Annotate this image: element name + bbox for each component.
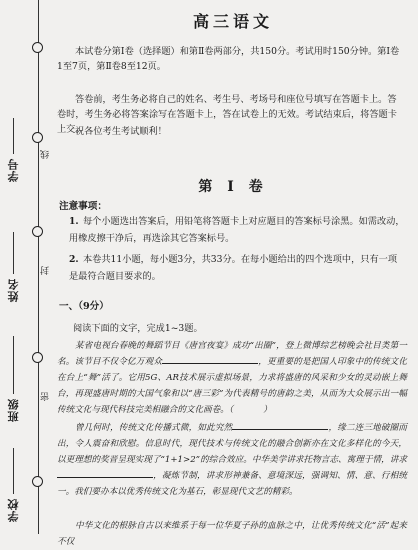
passage-text: 曾几何时，传统文化传播式微，如此究然 <box>75 423 233 433</box>
name-label: 姓名 <box>7 278 20 302</box>
class-line <box>14 336 15 394</box>
passage-text: ） <box>263 405 272 415</box>
passage-text: ，凝炼节制，讲求形神兼备、意境深远，强调知、情、意、行相统一。我们要办本以优秀传统文化为基石，彰显现代文艺的精彩。 <box>57 471 407 497</box>
passage-paragraph <box>57 338 407 418</box>
student-id-line <box>14 118 15 154</box>
student-id-field[interactable] <box>6 118 22 182</box>
binding-hole-icon <box>32 132 43 143</box>
name-field[interactable] <box>6 232 22 302</box>
seal-mark-xian: 线 <box>41 150 51 159</box>
question-heading: 一、（9分） <box>59 301 109 312</box>
intro-paragraph: 本试卷分第Ⅰ卷（选择题）和第Ⅱ卷两部分，共150分。考试用时150分钟。第Ⅰ卷1至7页，第Ⅱ卷8至12页。 <box>57 46 400 72</box>
answer-blank[interactable] <box>162 354 258 364</box>
note-text: 本卷共11小题，每小题3分，共33分。在每小题给出的四个选项中，只有一项是最符合题目要求的。 <box>69 254 398 282</box>
note-item <box>69 252 405 285</box>
student-id-label: 学号 <box>7 158 20 182</box>
seal-mark-feng: 封 <box>41 266 51 275</box>
intro-paragraph: 答卷前，考生务必将自己的姓名、考生号、考场号和座位号填写在答题卡上。答卷时，考生务必将答案涂写在答题卡上，答在试卷上的无效。考试结束后，将答题卡上交。 <box>57 94 397 135</box>
answer-blank[interactable] <box>232 420 328 430</box>
binding-hole-icon <box>32 226 43 237</box>
intro-greeting: 祝各位考生考试顺利！ <box>75 126 167 137</box>
class-field[interactable] <box>6 336 22 422</box>
passage-text: 某省电视台春晚的舞蹈节目《唐宫夜宴》成功“出圈”，登上微博综艺榜晚会社目类第一名。该节目不仅令亿万观众 <box>57 341 407 367</box>
note-number: 1. <box>69 216 79 227</box>
binding-hole-icon <box>32 352 43 363</box>
passage-paragraph <box>57 420 407 500</box>
notes-heading: 注意事项： <box>59 201 107 212</box>
section-title: 第 I 卷 <box>198 179 268 195</box>
note-text: 每个小题选出答案后，用铅笔将答题卡上对应题目的答案标号涂黑。如需改动，用橡皮擦干净后，再选涂其它答案标号。 <box>69 216 405 244</box>
note-item <box>69 214 405 247</box>
passage-text: ，更重要的是把国人印象中的传统文化在台上“舞”活了。它用5G、AR技术展示虚拟场景，力求将盛唐的风采和少女的灵动嵌上舞台，再现盛唐时期的大国气象和以“唐三彩”为代表精号的唐韵之美，从而为大众展示出一幅传统文化与现代科技完美相融合的文化画卷。（ <box>57 357 407 415</box>
school-field[interactable] <box>6 448 22 522</box>
passage-paragraph: 中华文化的根脉自古以来维系于每一位华夏子孙的血脉之中，让优秀传统文化“活”起来不仅 <box>57 521 407 547</box>
class-label: 班级 <box>7 398 20 422</box>
school-line <box>14 448 15 494</box>
page-title: 高三语文 <box>192 12 273 31</box>
seal-mark-mi: 密 <box>41 392 51 401</box>
name-line <box>14 232 15 274</box>
question-instruction: 阅读下面的文字，完成1~3题。 <box>73 323 203 334</box>
binding-hole-icon <box>32 42 43 53</box>
binding-hole-icon <box>32 476 43 487</box>
exam-page <box>57 0 409 547</box>
answer-blank[interactable] <box>57 468 153 478</box>
passage-text: ，缘二连三地破圈而出，令人震奋和欣慰。信息时代，现代技术与传统文化的融合创新亦在文化多样化的今天，以更理想的奖晋呈现实现了“1+1>2”的综合效应。中华美学讲求托物言志、寓理于情，讲求 <box>57 423 407 465</box>
school-label: 学校 <box>7 498 20 522</box>
binding-margin <box>0 0 56 534</box>
note-number: 2. <box>69 254 79 265</box>
